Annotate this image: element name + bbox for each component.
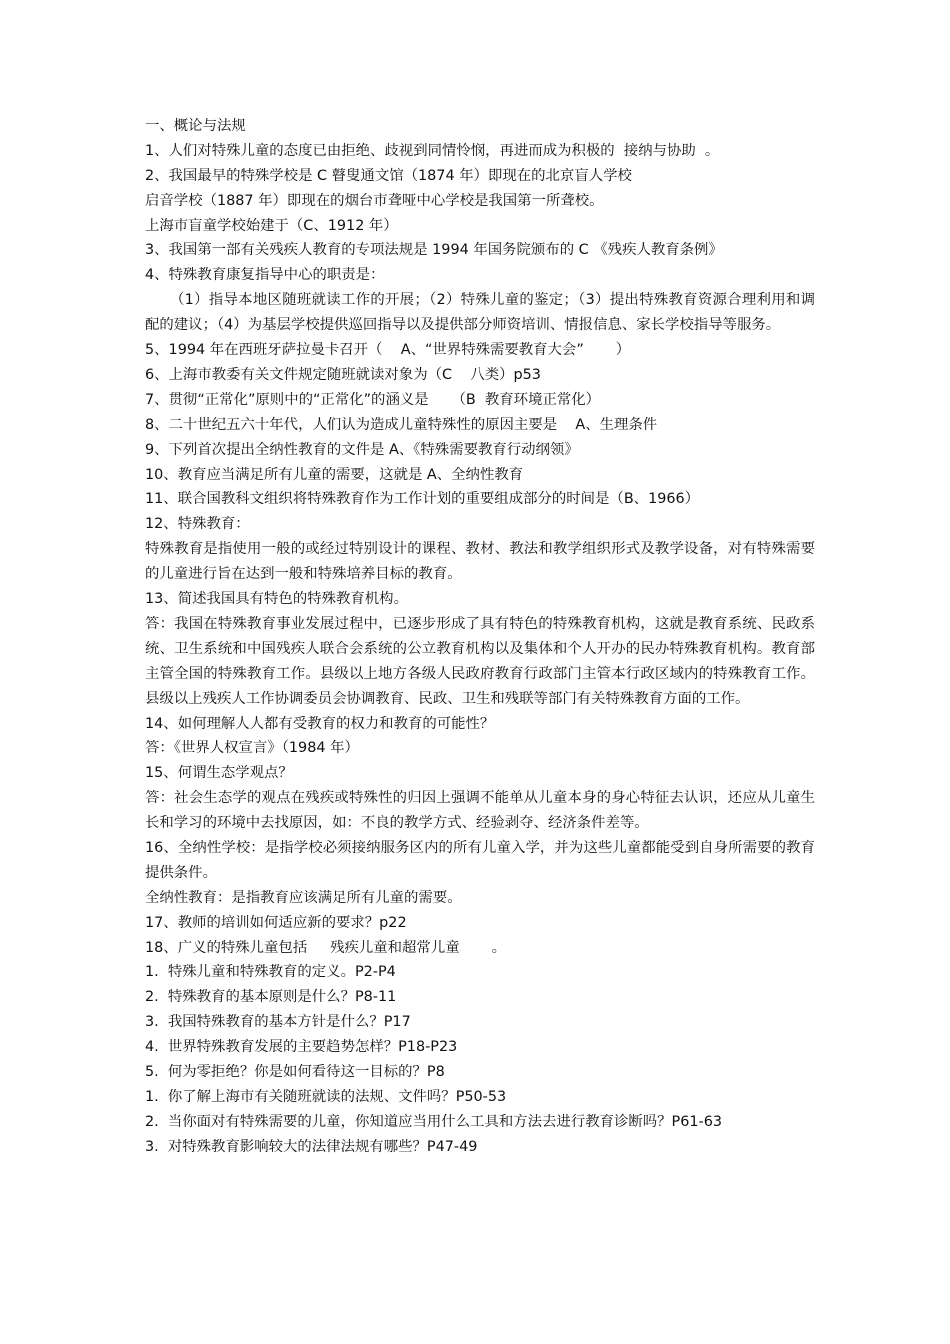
review-item-1: 1. 特殊儿童和特殊教育的定义。P2-P4 [145, 964, 396, 981]
review-item-4: 4. 世界特殊教育发展的主要趋势怎样？P18-P23 [145, 1039, 458, 1056]
review-item-b1: 1. 你了解上海市有关随班就读的法规、文件吗？P50-53 [145, 1088, 507, 1105]
question-7: 7、贯彻“正常化”原则中的“正常化”的涵义是 （B 教育环境正常化） [145, 391, 601, 408]
question-12-answer: 特殊教育是指使用一般的或经过特别设计的课程、教材、教法和教学组织形式及教学设备，对有特殊需要的儿童进行旨在达到一般和特殊培养目标的教育。 [145, 541, 815, 583]
question-2: 2、我国最早的特殊学校是 C 瞽叟通文馆（1874 年）即现在的北京盲人学校 [145, 167, 632, 184]
question-2-line-3: 上海市盲童学校始建于（C、1912 年） [145, 217, 398, 234]
question-10: 10、教育应当满足所有儿童的需要，这就是 A、全纳性教育 [145, 466, 524, 483]
review-item-5: 5. 何为零拒绝？你是如何看待这一目标的？P8 [145, 1064, 445, 1081]
question-1: 1、人们对特殊儿童的态度已由拒绝、歧视到同情怜悯，再进而成为积极的 接纳与协助 。 [145, 142, 720, 159]
question-12: 12、特殊教育： [145, 516, 250, 533]
question-15-answer: 答：社会生态学的观点在残疾或特殊性的归因上强调不能单从儿童本身的身心特征去认识，还应从儿童生长和学习的环境中去找原因，如：不良的教学方式、经验剥夺、经济条件差等。 [145, 790, 815, 832]
question-16-line-2: 全纳性教育：是指教育应该满足所有儿童的需要。 [145, 889, 462, 906]
question-5: 5、1994 年在西班牙萨拉曼卡召开（ A、“世界特殊需要教育大会” ） [145, 342, 631, 359]
question-14-answer: 答：《世界人权宣言》（1984 年） [145, 740, 359, 757]
question-15: 15、何谓生态学观点？ [145, 765, 293, 782]
question-4: 4、特殊教育康复指导中心的职责是： [145, 267, 385, 284]
question-13: 13、简述我国具有特色的特殊教育机构。 [145, 590, 408, 607]
question-3: 3、我国第一部有关残疾人教育的专项法规是 1994 年国务院颁布的 C 《残疾人教育条例》 [145, 242, 723, 259]
question-13-answer: 答：我国在特殊教育事业发展过程中，已逐步形成了具有特色的特殊教育机构，这就是教育系统、民政系统、卫生系统和中国残疾人联合会系统的公立教育机构以及集体和个人开办的民办特殊教育机构。教育部主管全国的特殊教育工作。县级以上地方各级人民政府教育行政部门主管本行政区域内的特殊教育工作。县级以上残疾人工作协调委员会协调教育、民政、卫生和残联等部门有关特殊教育方面的工作。 [145, 615, 815, 707]
document-body [145, 114, 815, 1160]
question-18: 18、广义的特殊儿童包括 残疾儿童和超常儿童 。 [145, 939, 507, 956]
question-8: 8、二十世纪五六十年代，人们认为造成儿童特殊性的原因主要是 A、生理条件 [145, 416, 658, 433]
review-item-b2: 2. 当你面对有特殊需要的儿童，你知道应当用什么工具和方法去进行教育诊断吗？P61-63 [145, 1113, 723, 1130]
question-17: 17、教师的培训如何适应新的要求？p22 [145, 914, 407, 931]
question-6: 6、上海市教委有关文件规定随班就读对象为（C 八类）p53 [145, 366, 541, 383]
section-title: 一、概论与法规 [145, 118, 246, 134]
question-4-answer: （1）指导本地区随班就读工作的开展；（2）特殊儿童的鉴定；（3）提出特殊教育资源合理利用和调配的建议；（4）为基层学校提供巡回指导以及提供部分师资培训、情报信息、家长学校指导等服务。 [145, 292, 815, 334]
question-2-line-2: 启音学校（1887 年）即现在的烟台市聋哑中心学校是我国第一所聋校。 [145, 192, 604, 209]
question-16: 16、全纳性学校：是指学校必须接纳服务区内的所有儿童入学，并为这些儿童都能受到自身所需要的教育提供条件。 [145, 839, 815, 881]
review-item-b3: 3. 对特殊教育影响较大的法律法规有哪些？P47-49 [145, 1138, 478, 1155]
review-item-3: 3. 我国特殊教育的基本方针是什么？P17 [145, 1014, 411, 1031]
question-9: 9、下列首次提出全纳性教育的文件是 A、《特殊需要教育行动纲领》 [145, 441, 579, 458]
question-14: 14、如何理解人人都有受教育的权力和教育的可能性？ [145, 715, 495, 732]
review-item-2: 2. 特殊教育的基本原则是什么？P8-11 [145, 989, 397, 1006]
question-11: 11、联合国教科文组织将特殊教育作为工作计划的重要组成部分的时间是（B、1966） [145, 491, 700, 508]
